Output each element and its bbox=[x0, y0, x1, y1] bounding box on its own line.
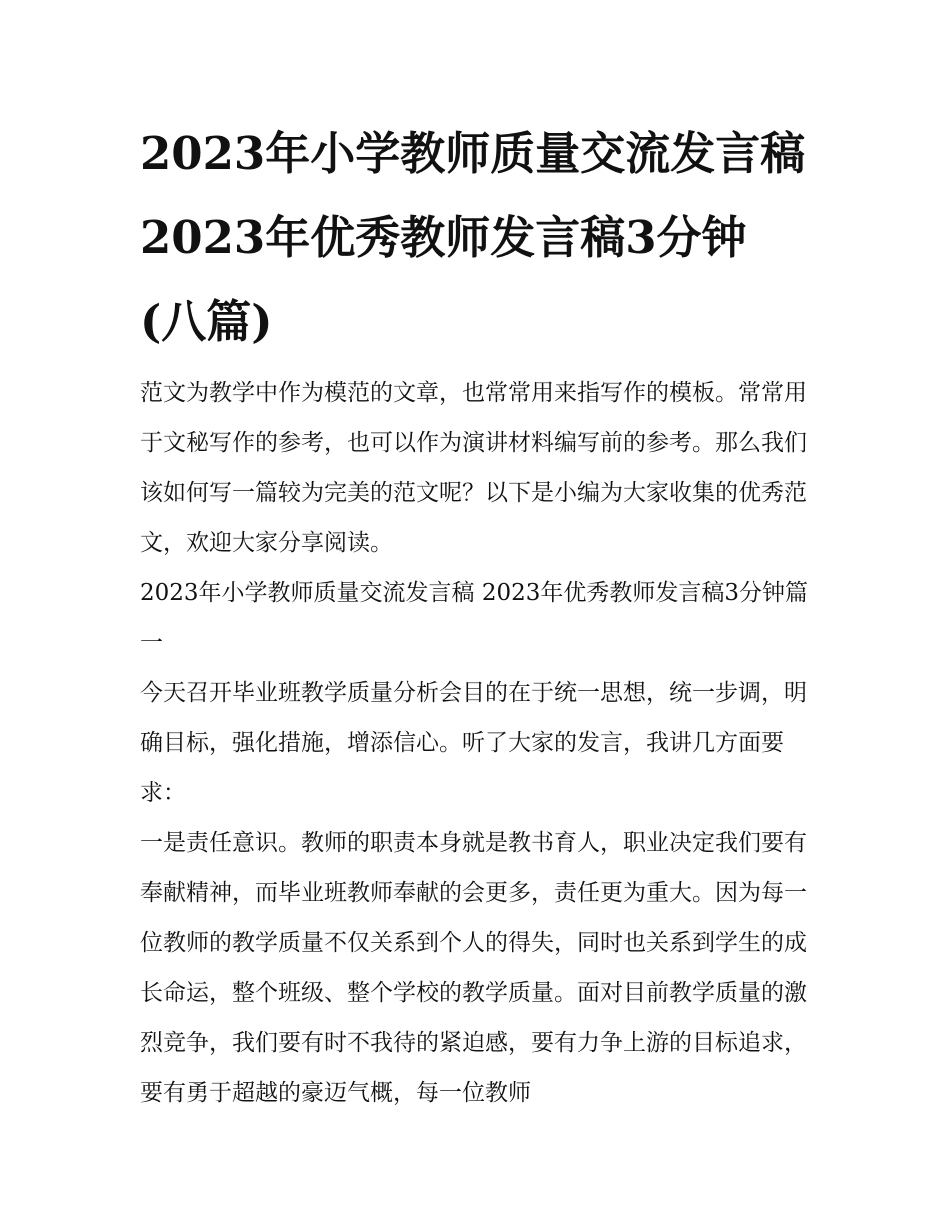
body-paragraph-1: 今天召开毕业班教学质量分析会目的在于统一思想，统一步调，明确目标，强化措施，增添信心。听了大家的发言，我讲几方面要求： bbox=[140, 680, 807, 806]
intro-paragraph: 范文为教学中作为模范的文章，也常常用来指写作的模板。常常用于文秘写作的参考，也可以作为演讲材料编写前的参考。那么我们该如何写一篇较为完美的范文呢？以下是小编为大家收集的优秀范文，欢迎大家分享阅读。 bbox=[140, 380, 807, 556]
section-heading: 2023年小学教师质量交流发言稿 2023年优秀教师发言稿3分钟篇一 bbox=[140, 580, 809, 656]
document-title: 2023年小学教师质量交流发言稿 2023年优秀教师发言稿3分钟(八篇) bbox=[140, 127, 806, 348]
body-paragraph-2: 一是责任意识。教师的职责本身就是教书育人，职业决定我们要有奉献精神，而毕业班教师奉献的会更多，责任更为重大。因为每一位教师的教学质量不仅关系到个人的得失，同时也关系到学生的成长命运，整个班级、整个学校的教学质量。面对目前教学质量的激烈竞争，我们要有时不我待的紧迫感，要有力争上游的目标追求，要有勇于超越的豪迈气概，每一位教师 bbox=[140, 830, 807, 1106]
document-page bbox=[140, 112, 812, 1118]
